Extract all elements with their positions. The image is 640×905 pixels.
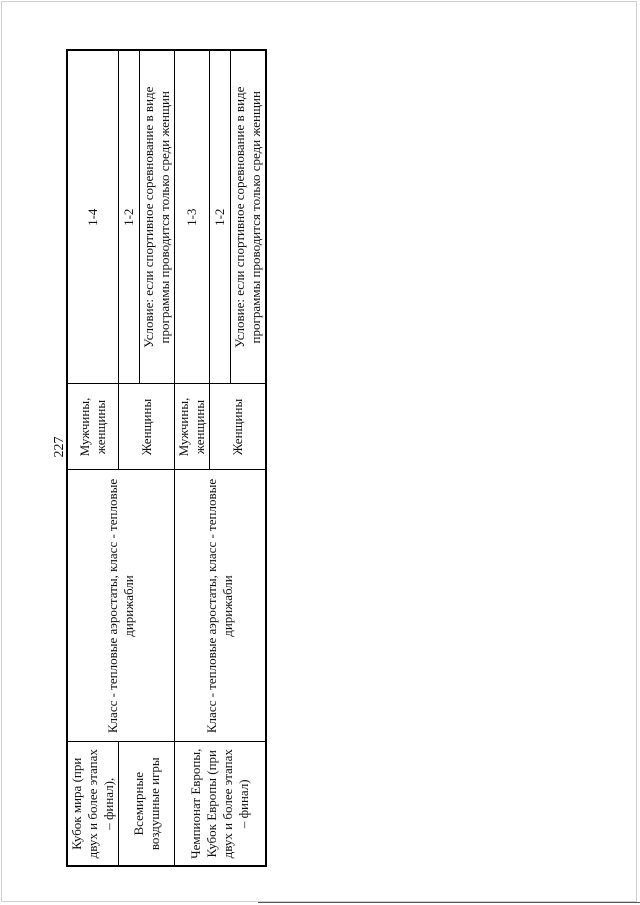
gender-cell: Мужчины, женщины (67, 384, 119, 470)
gender-cell: Мужчины, женщины (175, 384, 210, 470)
places-cell: 1-3 (175, 50, 210, 384)
competition-cell: Чемпионат Европы, Кубок Европы (при двух и более этапах – финал) (175, 742, 267, 866)
page-number: 227 (52, 436, 67, 458)
competition-table (66, 49, 267, 867)
table-row (175, 50, 210, 866)
places-condition-cell (119, 50, 175, 384)
class-cell: Класс - тепловые аэростаты, класс - тепловые дирижабли (175, 470, 267, 742)
places-cell: 1-4 (67, 50, 119, 384)
places-value: 1-2 (210, 51, 231, 384)
places-value: 1-2 (119, 51, 140, 384)
competition-cell: Всемирные воздушные игры (119, 742, 175, 866)
gender-cell: Женщины (210, 384, 267, 470)
condition-note: Условие: если спортивное соревнование в виде программы проводится только среди женщин (141, 86, 172, 348)
gender-cell: Женщины (119, 384, 175, 470)
class-cell: Класс - тепловые аэростаты, класс - тепловые дирижабли (67, 470, 175, 742)
condition-note: Условие: если спортивное соревнование в виде программы проводится только среди женщин (232, 86, 263, 348)
table-row (119, 50, 175, 866)
competition-cell: Кубок мира (при двух и более этапах – финал), (67, 742, 119, 866)
places-condition-cell (210, 50, 267, 384)
table-row (67, 50, 119, 866)
